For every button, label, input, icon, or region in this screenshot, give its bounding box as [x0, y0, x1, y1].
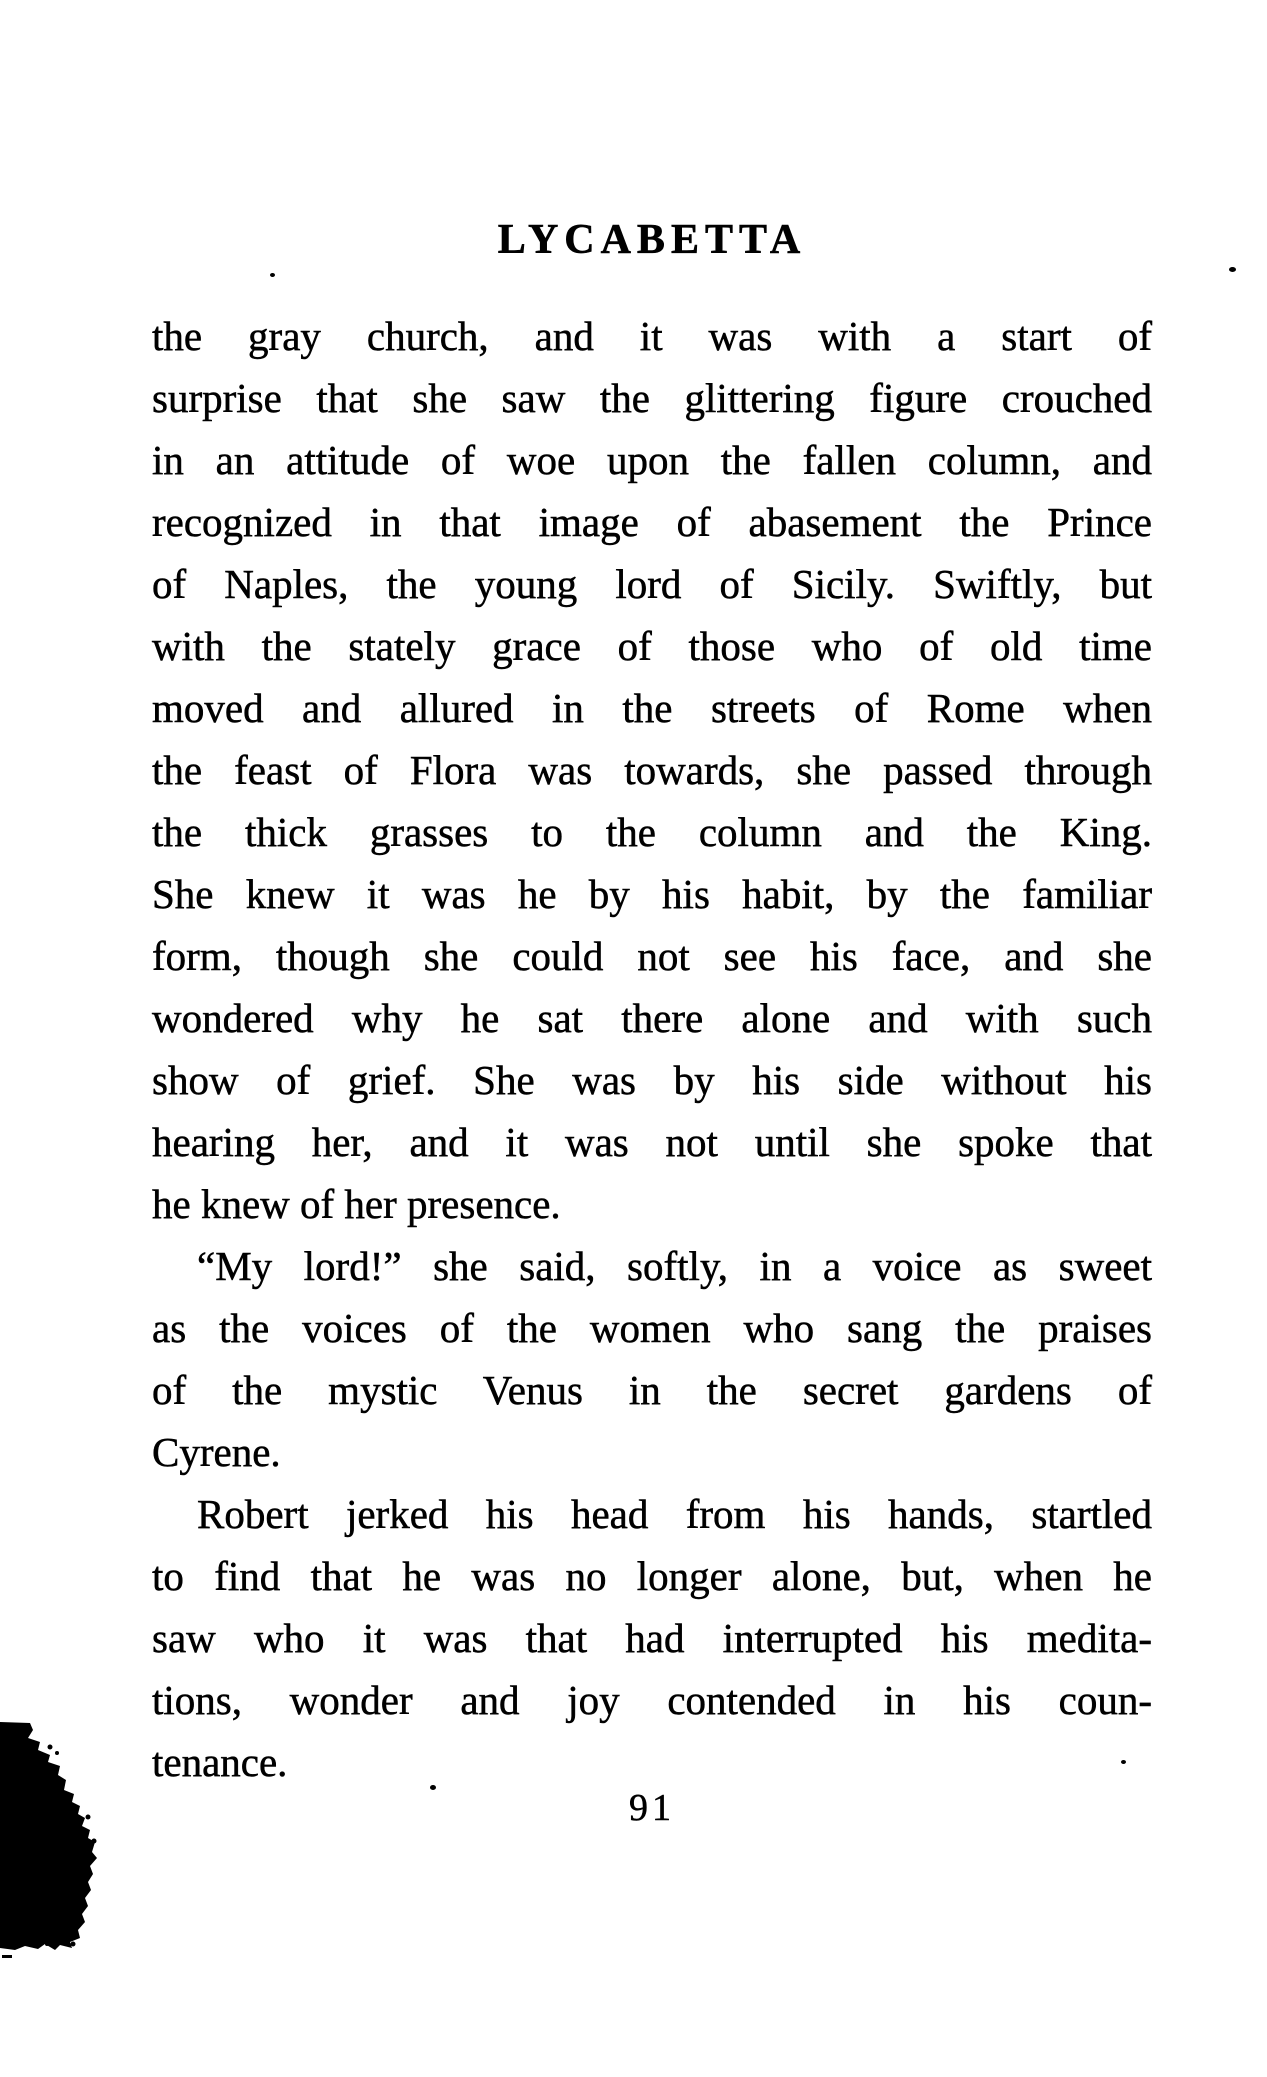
- ink-blot-artifact: [0, 1700, 120, 1980]
- text-line: as the voices of the women who sang the praises: [152, 1305, 1152, 1351]
- text-line: surprise that she saw the glittering figure crouched: [152, 375, 1152, 421]
- text-line: he knew of her presence.: [152, 1181, 561, 1227]
- text-line: to find that he was no longer alone, but, when he: [152, 1553, 1152, 1599]
- text-line: wondered why he sat there alone and with such: [152, 995, 1152, 1041]
- text-line: the thick grasses to the column and the King.: [152, 809, 1152, 855]
- text-line: moved and allured in the streets of Rome when: [152, 685, 1152, 731]
- text-line: the feast of Flora was towards, she passed through: [152, 747, 1152, 793]
- text-line: recognized in that image of abasement the Prince: [152, 499, 1152, 545]
- text-line: hearing her, and it was not until she spoke that: [152, 1119, 1152, 1165]
- running-header: LYCABETTA: [497, 217, 807, 263]
- text-line: of Naples, the young lord of Sicily. Swiftly, but: [152, 561, 1152, 607]
- ink-speck: [1229, 267, 1236, 272]
- page-number: 91: [629, 1787, 675, 1829]
- body-text: [152, 305, 1152, 1793]
- text-line: tenance.: [152, 1739, 288, 1785]
- text-line: “My lord!” she said, softly, in a voice as sweet: [197, 1243, 1152, 1289]
- ink-speck: [270, 273, 275, 277]
- text-line: in an attitude of woe upon the fallen column, and: [152, 437, 1152, 483]
- text-line: saw who it was that had interrupted his medita-: [152, 1615, 1152, 1661]
- text-line: form, though she could not see his face, and she: [152, 933, 1152, 979]
- text-line: of the mystic Venus in the secret gardens of: [152, 1367, 1152, 1413]
- text-line: Robert jerked his head from his hands, startled: [197, 1491, 1152, 1537]
- text-line: tions, wonder and joy contended in his coun-: [152, 1677, 1152, 1723]
- text-line: She knew it was he by his habit, by the familiar: [152, 871, 1152, 917]
- ink-speck: [1121, 1760, 1126, 1764]
- text-line: the gray church, and it was with a start of: [152, 313, 1152, 359]
- text-line: with the stately grace of those who of old time: [152, 623, 1152, 669]
- text-line: Cyrene.: [152, 1429, 281, 1475]
- text-line: show of grief. She was by his side without his: [152, 1057, 1152, 1103]
